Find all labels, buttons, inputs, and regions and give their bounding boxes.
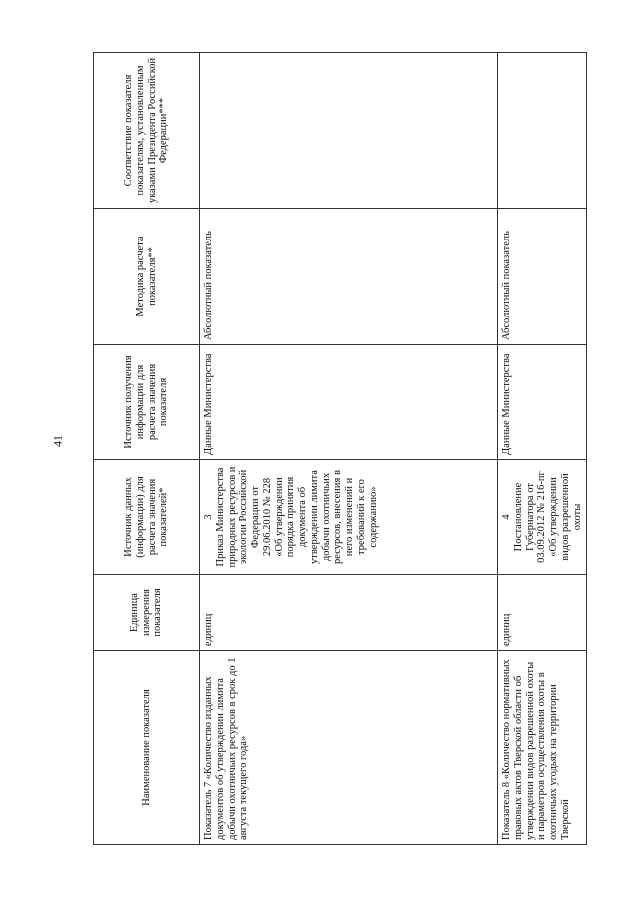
info-source-cell: Данные Министерства: [498, 345, 587, 460]
unit-cell: единиц: [200, 575, 498, 651]
table-row: [200, 53, 498, 845]
header-indicator-name: Наименование показателя: [94, 651, 200, 845]
method-cell: Абсолютный показатель: [498, 209, 587, 345]
header-method: Методика расчета показателя**: [94, 209, 200, 345]
compliance-cell: [200, 53, 498, 209]
page-number: 41: [50, 435, 65, 447]
header-compliance: Соответствие показателя показателям, установленным указами Президента Российской Федерации***: [94, 53, 200, 209]
info-source-cell: Данные Министерства: [200, 345, 498, 460]
data-source-cell: 3 Приказ Министерства природных ресурсов и экологии Российской Федерации от 29.06.2010 № 228 «Об утверждении порядка принятия документа об утверждении лимита добычи охотничьих ресурсов, внесения в него изменений и требований к его содержанию»: [200, 460, 498, 575]
data-source-cell: 4 Постановление Губернатора от 03.09.2012 № 216-пг «Об утверждении видов разрешенной охоты: [498, 460, 587, 575]
table-row: [498, 53, 587, 845]
indicator-name-cell: Показатель 7 «Количество изданных документов об утверждении лимита добычи охотничьих ресурсов в срок до 1 августа текущего года»: [200, 651, 498, 845]
indicators-table: [93, 52, 587, 845]
indicator-name-cell: Показатель 8 «Количество нормативных правовых актов Тверской области об утверждении видов разрешенной охоты и параметров осуществления охоты в охотничьих угодьях на территории Тверской: [498, 651, 587, 845]
header-info-source: Источник получения информации для расчета значения показателя: [94, 345, 200, 460]
header-unit: Единица измерения показателя: [94, 575, 200, 651]
rotated-page-content: [93, 53, 585, 845]
header-data-source: Источник данных (информации) для расчета значения показателей*: [94, 460, 200, 575]
table-header-row: [94, 53, 200, 845]
compliance-cell: [498, 53, 587, 209]
method-cell: Абсолютный показатель: [200, 209, 498, 345]
unit-cell: единиц: [498, 575, 587, 651]
